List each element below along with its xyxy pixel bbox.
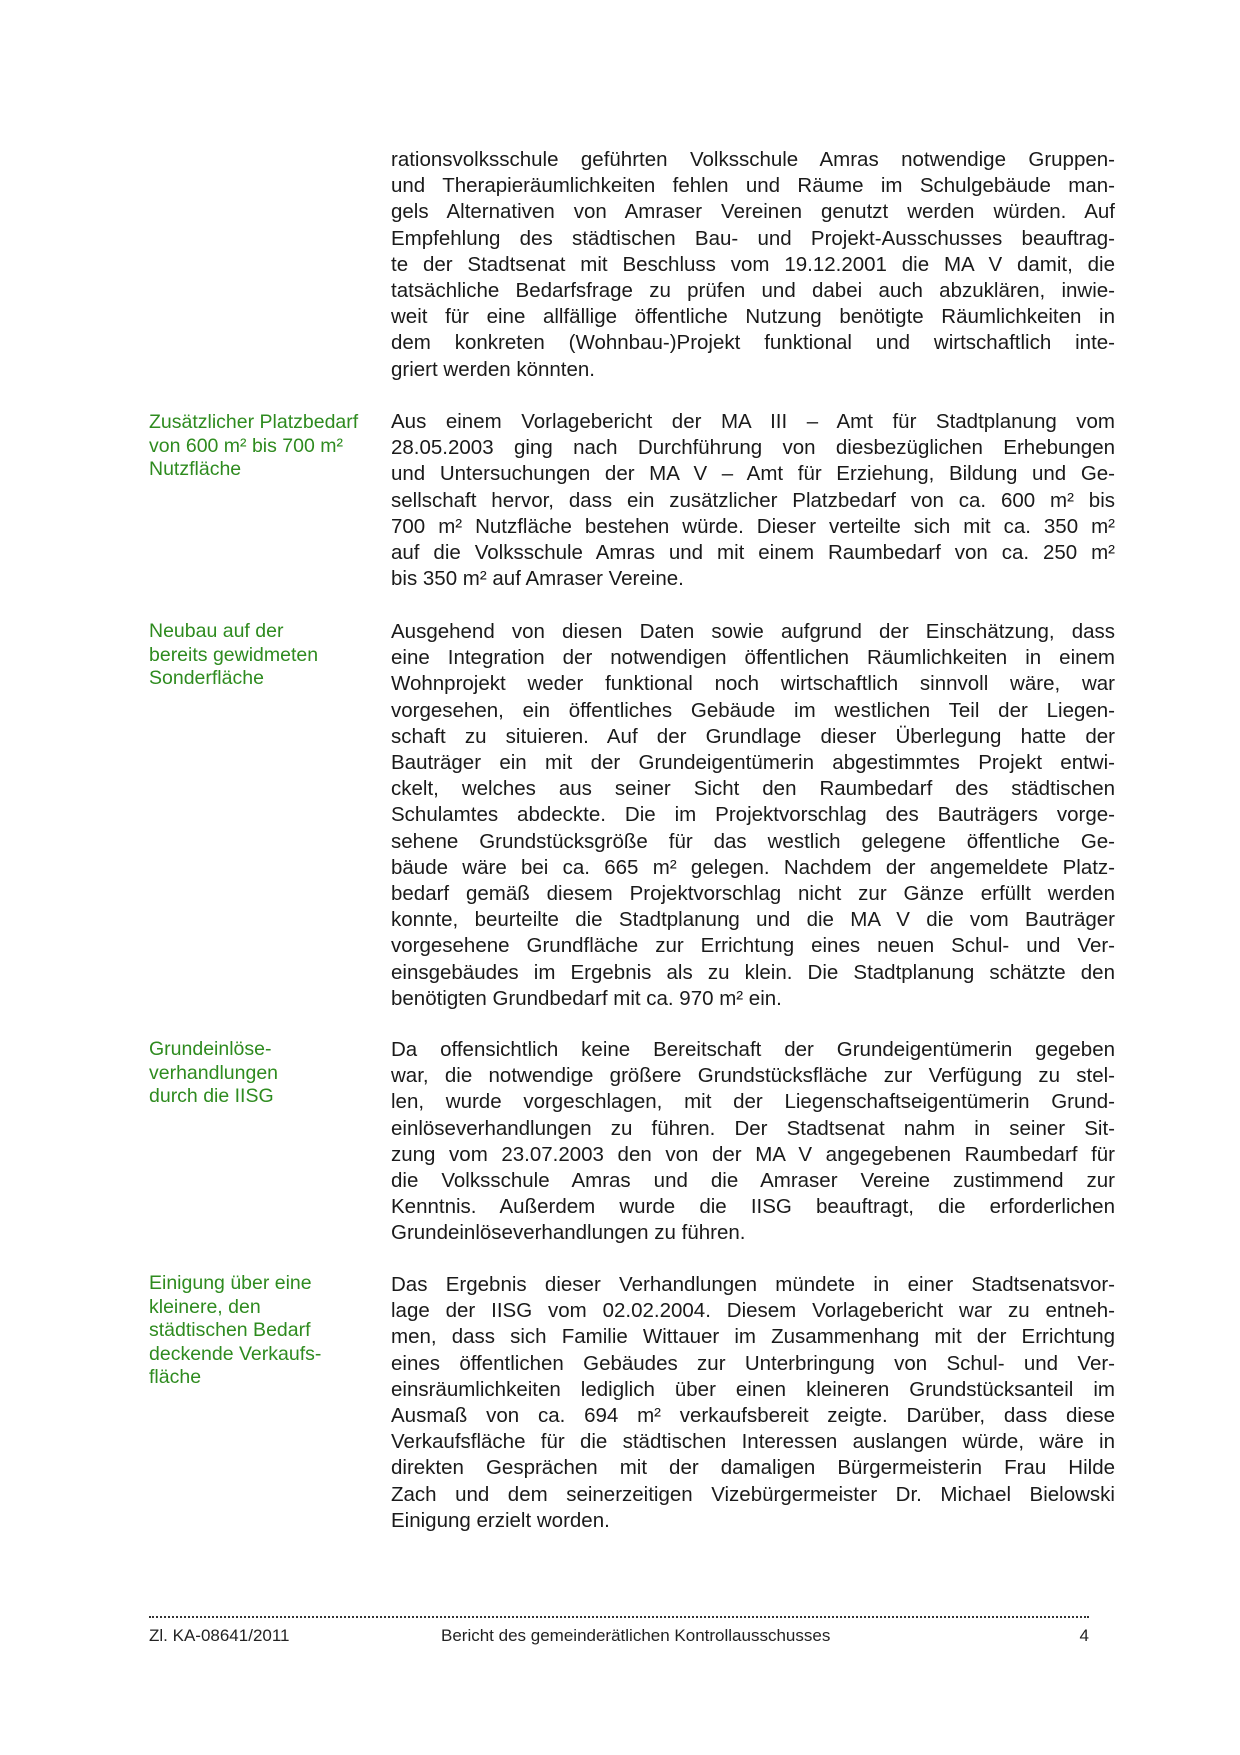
text-line: vorgesehen, ein öffentliches Gebäude im westlichen Teil der Liegen- [391, 698, 1115, 722]
text-line: einlöseverhandlungen zu führen. Der Stadtsenat nahm in seiner Sit- [391, 1116, 1115, 1140]
text-line: Ausmaß von ca. 694 m² verkaufsbereit zeigte. Darüber, dass diese [391, 1404, 1115, 1428]
text-line: einsräumlichkeiten lediglich über einen kleineren Grundstücksanteil im [391, 1377, 1115, 1401]
text-line: Das Ergebnis dieser Verhandlungen mündete in einer Stadtsenatsvor- [391, 1273, 1115, 1296]
text-line: konnte, beurteilte die Stadtplanung und die MA V die vom Bauträger [391, 908, 1115, 932]
margin-note-line: kleinere, den [149, 1295, 261, 1318]
document-reference: Zl. KA-08641/2011 [149, 1626, 290, 1645]
text-line: und Untersuchungen der MA V – Amt für Erziehung, Bildung und Ge- [391, 462, 1115, 486]
margin-note [149, 1272, 381, 1390]
text-line: sellschaft hervor, dass ein zusätzlicher Platzbedarf von ca. 600 m² bis [391, 488, 1115, 512]
margin-note-line: Zusätzlicher Platzbedarf [149, 411, 359, 433]
text-line: Verkaufsfläche für die städtischen Interessen auslangen würde, wäre in [391, 1430, 1115, 1454]
text-line: tatsächliche Bedarfsfrage zu prüfen und dabei auch abzuklären, inwie- [391, 279, 1115, 303]
page-footer [149, 1626, 1089, 1650]
text-line: zung vom 23.07.2003 den von der MA V angegebenen Raumbedarf für [391, 1142, 1115, 1166]
text-line: eine Integration der notwendigen öffentlichen Räumlichkeiten in einem [391, 646, 1115, 670]
paragraph-4 [391, 1037, 1115, 1247]
margin-note-line: verhandlungen [149, 1061, 279, 1084]
text-line: Zach und dem seinerzeitigen Vizebürgermeister Dr. Michael Bielowski [391, 1482, 1115, 1506]
text-line: Grundeinlöseverhandlungen zu führen. [391, 1221, 746, 1245]
text-line: bedarf gemäß diesem Projektvorschlag nicht zur Gänze erfüllt werden [391, 882, 1115, 906]
margin-note-line: deckende Verkaufs- [149, 1342, 322, 1365]
text-line: gels Alternativen von Amraser Vereinen genutzt werden würden. Auf [391, 200, 1115, 224]
margin-note-line: Neubau auf der [149, 620, 284, 642]
text-line: te der Stadtsenat mit Beschluss vom 19.12.2001 die MA V damit, die [391, 252, 1115, 276]
text-line: Empfehlung des städtischen Bau- und Projekt-Ausschusses beauftrag- [391, 226, 1115, 250]
footer-divider [149, 1616, 1089, 1618]
margin-note-line: fläche [149, 1366, 202, 1388]
text-line: Aus einem Vorlagebericht der MA III – Amt für Stadtplanung vom [391, 410, 1115, 433]
text-line: einsgebäudes im Ergebnis als zu klein. Die Stadtplanung schätzte den [391, 960, 1115, 984]
text-line: lage der IISG vom 02.02.2004. Diesem Vorlagebericht war zu entneh- [391, 1299, 1115, 1323]
paragraph-5 [391, 1272, 1115, 1534]
text-line: men, dass sich Familie Wittauer im Zusammenhang mit der Errichtung [391, 1325, 1115, 1349]
text-line: ckelt, welches aus seiner Sicht den Raumbedarf des städtischen [391, 777, 1115, 801]
text-line: 700 m² Nutzfläche bestehen würde. Dieser verteilte sich mit ca. 350 m² [391, 514, 1115, 538]
text-line: die Volksschule Amras und die Amraser Vereine zustimmend zur [391, 1169, 1115, 1193]
margin-note-line: Sonderfläche [149, 667, 264, 689]
text-line: rationsvolksschule geführten Volksschule Amras notwendige Gruppen- [391, 148, 1115, 171]
margin-note-line: durch die IISG [149, 1085, 274, 1107]
margin-note [149, 411, 381, 482]
margin-note-line: Grundeinlöse- [149, 1038, 272, 1060]
text-line: und Therapieräumlichkeiten fehlen und Räume im Schulgebäude man- [391, 174, 1115, 198]
paragraph-2 [391, 409, 1115, 592]
text-line: bis 350 m² auf Amraser Vereine. [391, 567, 684, 591]
text-line: eines öffentlichen Gebäudes zur Unterbringung von Schul- und Ver- [391, 1351, 1115, 1375]
text-line: Bauträger ein mit der Grundeigentümerin abgestimmtes Projekt entwi- [391, 751, 1115, 775]
text-line: Einigung erzielt worden. [391, 1508, 610, 1532]
text-line: Wohnprojekt weder funktional noch wirtschaftlich sinnvoll wäre, war [391, 672, 1115, 696]
text-line: Da offensichtlich keine Bereitschaft der Grundeigentümerin gegeben [391, 1038, 1115, 1061]
margin-note-line: bereits gewidmeten [149, 643, 319, 666]
report-title: Bericht des gemeinderätlichen Kontrollausschusses [441, 1626, 831, 1645]
margin-note [149, 1038, 381, 1109]
text-line: auf die Volksschule Amras und mit einem Raumbedarf von ca. 250 m² [391, 541, 1115, 565]
text-line: war, die notwendige größere Grundstücksfläche zur Verfügung zu stel- [391, 1064, 1115, 1088]
margin-note-line: von 600 m² bis 700 m² [149, 434, 344, 457]
text-line: vorgesehene Grundfläche zur Errichtung eines neuen Schul- und Ver- [391, 934, 1115, 958]
text-line: griert werden könnten. [391, 357, 595, 381]
text-line: Kenntnis. Außerdem wurde die IISG beauftragt, die erforderlichen [391, 1195, 1115, 1219]
paragraph-1 [391, 147, 1115, 383]
page-number: 4 [1079, 1626, 1089, 1645]
text-line: 28.05.2003 ging nach Durchführung von diesbezüglichen Erhebungen [391, 436, 1115, 460]
text-line: sehene Grundstücksgröße für das westlich gelegene öffentliche Ge- [391, 829, 1115, 853]
text-line: benötigten Grundbedarf mit ca. 970 m² ein. [391, 986, 782, 1010]
margin-note-line: Nutzfläche [149, 458, 242, 480]
text-line: bäude wäre bei ca. 665 m² gelegen. Nachdem der angemeldete Platz- [391, 855, 1115, 879]
margin-note-line: städtischen Bedarf [149, 1319, 311, 1341]
text-line: direkten Gesprächen mit der damaligen Bürgermeisterin Frau Hilde [391, 1456, 1115, 1480]
text-line: Schulamtes abdeckte. Die im Projektvorschlag des Bauträgers vorge- [391, 803, 1115, 827]
text-line: dem konkreten (Wohnbau-)Projekt funktional und wirtschaftlich inte- [391, 331, 1115, 355]
margin-note-line: Einigung über eine [149, 1272, 312, 1294]
paragraph-3 [391, 619, 1115, 1012]
text-line: weit für eine allfällige öffentliche Nutzung benötigte Räumlichkeiten in [391, 305, 1115, 329]
text-line: len, wurde vorgeschlagen, mit der Liegenschaftseigentümerin Grund- [391, 1090, 1115, 1114]
text-line: schaft zu situieren. Auf der Grundlage dieser Überlegung hatte der [391, 724, 1115, 748]
text-line: Ausgehend von diesen Daten sowie aufgrund der Einschätzung, dass [391, 620, 1115, 643]
margin-note [149, 620, 381, 691]
